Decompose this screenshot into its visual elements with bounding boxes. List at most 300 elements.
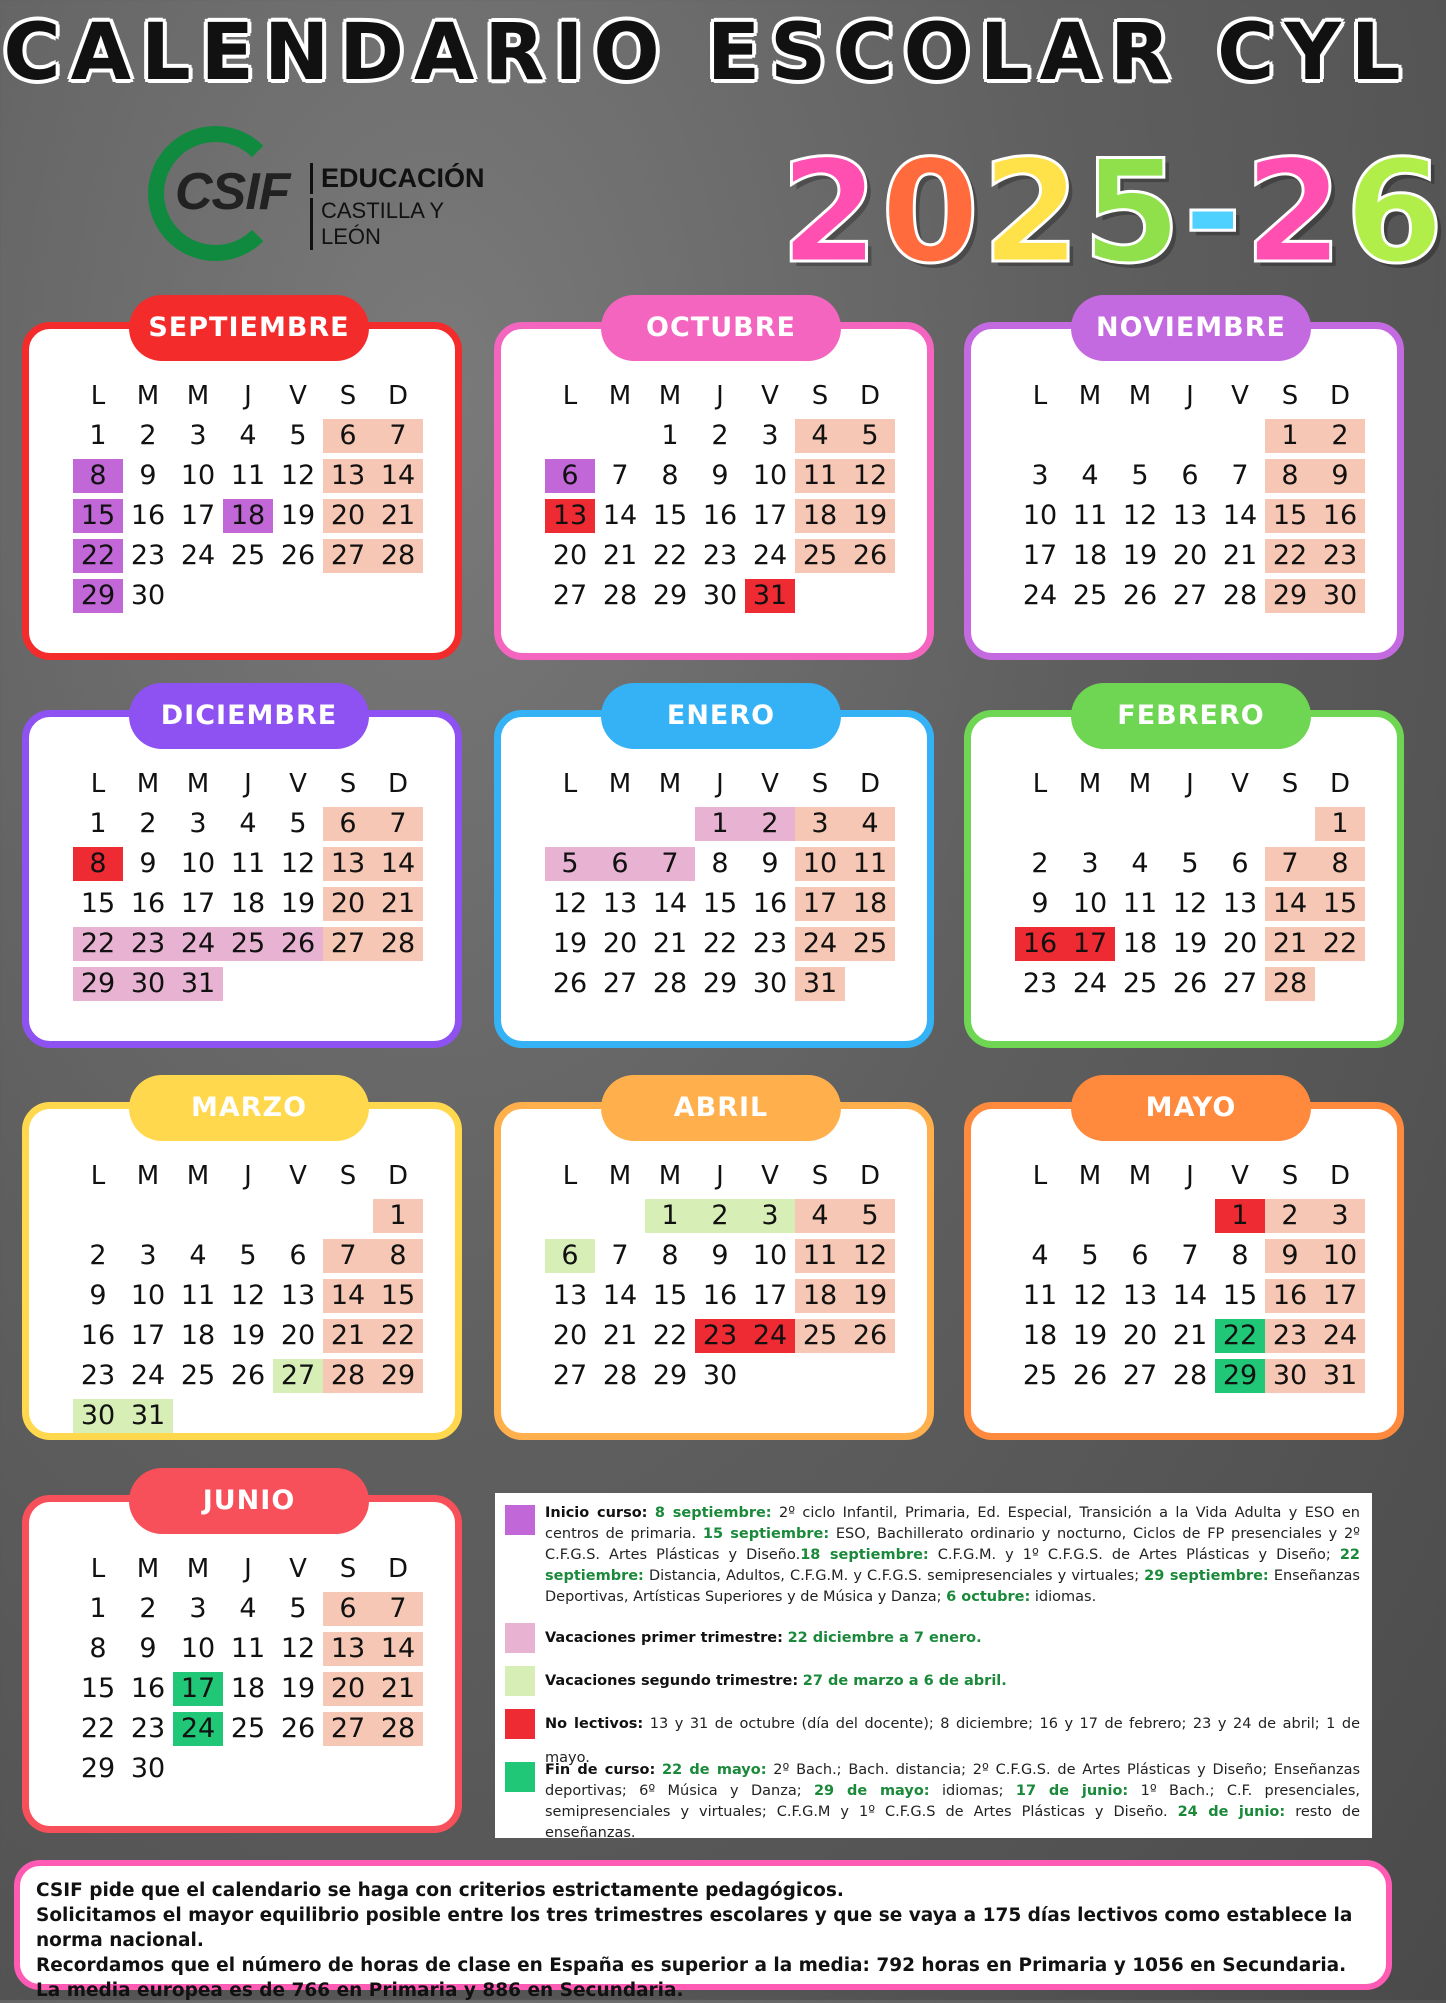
day-cell: 10 (1022, 500, 1058, 531)
weekday-header: V (289, 381, 307, 411)
weekday-header: V (289, 1161, 307, 1191)
day-cell: 13 (552, 1280, 588, 1311)
weekday-header: L (90, 1161, 106, 1191)
day-cell: 18 (230, 888, 266, 919)
day-cell: 27 (602, 968, 638, 999)
day-cell: 17 (130, 1320, 166, 1351)
legend-swatch-vac1 (505, 1623, 535, 1653)
day-cell: 11 (230, 848, 266, 879)
day-cell: 6 (1181, 460, 1199, 491)
day-cell: 2 (89, 1240, 107, 1271)
weekday-header: J (1186, 1161, 1194, 1191)
weekday-header: V (1231, 381, 1249, 411)
day-cell: 2 (1315, 419, 1365, 453)
month-title: SEPTIEMBRE (129, 295, 369, 361)
day-cell: 27 (552, 580, 588, 611)
day-cell: 13 (1222, 888, 1258, 919)
day-cell: 3 (761, 420, 779, 451)
logo-line2: CASTILLA Y LEÓN (310, 198, 500, 250)
day-cell: 31 (123, 1399, 173, 1433)
legend-date: 22 de mayo: (662, 1762, 767, 1778)
day-cell: 25 (795, 1319, 845, 1353)
day-cell: 22 (652, 1320, 688, 1351)
legend-text: 2º ciclo Infantil, Primaria, Ed. Especial, Transición a la Vida Adulta y ESO en centros de primaria. (545, 1505, 1360, 1542)
legend-text: idiomas; (929, 1783, 1016, 1799)
day-cell: 5 (845, 1199, 895, 1233)
day-cell: 11 (230, 1633, 266, 1664)
day-cell: 5 (845, 419, 895, 453)
month-title: NOVIEMBRE (1071, 295, 1311, 361)
day-cell: 22 (1265, 539, 1315, 573)
day-cell: 13 (323, 1632, 373, 1666)
legend-label: Vacaciones segundo trimestre: (545, 1673, 799, 1689)
legend-text: Distancia, Adultos, C.F.G.M. y C.F.G.S. semipresenciales y virtuales; (643, 1568, 1145, 1584)
weekday-header: D (1329, 381, 1351, 411)
weekday-header: J (244, 769, 252, 799)
day-cell: 14 (1222, 500, 1258, 531)
legend-text: ESO, Bachillerato ordinario y nocturno, Ciclos de FP presenciales y 2º C.F.G.S. Artes Plásticas y Diseño. (545, 1526, 1360, 1563)
legend-label: Vacaciones primer trimestre: (545, 1630, 783, 1646)
day-cell: 26 (280, 540, 316, 571)
weekday-header: M (136, 1161, 160, 1191)
day-cell: 28 (652, 968, 688, 999)
year-char: 2 (1244, 130, 1345, 295)
weekday-header: M (1128, 769, 1152, 799)
day-cell: 26 (1072, 1360, 1108, 1391)
day-cell: 25 (1022, 1360, 1058, 1391)
legend-date: 18 septiembre: (800, 1547, 929, 1563)
day-cell: 8 (89, 1633, 107, 1664)
day-cell: 15 (1222, 1280, 1258, 1311)
day-cell: 6 (595, 847, 645, 881)
weekday-header: M (136, 381, 160, 411)
legend-date: 15 septiembre: (702, 1526, 830, 1542)
day-cell: 3 (795, 807, 845, 841)
weekday-header: V (1231, 1161, 1249, 1191)
day-cell: 10 (795, 847, 845, 881)
day-cell: 24 (795, 927, 845, 961)
weekday-header: M (186, 381, 210, 411)
month-febrero (964, 700, 1404, 1048)
day-cell: 9 (139, 848, 157, 879)
day-cell: 16 (130, 500, 166, 531)
day-cell: 12 (845, 459, 895, 493)
weekday-header: J (1186, 769, 1194, 799)
weekday-header: S (811, 1161, 829, 1191)
day-cell: 6 (289, 1240, 307, 1271)
weekday-header: J (244, 1554, 252, 1584)
day-cell: 11 (1122, 888, 1158, 919)
year-char: - (1183, 130, 1245, 295)
day-cell: 4 (1081, 460, 1099, 491)
day-cell: 11 (845, 847, 895, 881)
day-cell: 30 (702, 580, 738, 611)
day-cell: 15 (652, 1280, 688, 1311)
weekday-header: M (1078, 381, 1102, 411)
weekday-header: M (1078, 769, 1102, 799)
weekday-header: D (859, 381, 881, 411)
day-cell: 29 (1215, 1359, 1265, 1393)
day-cell: 29 (80, 1753, 116, 1784)
day-cell: 15 (652, 500, 688, 531)
day-cell: 21 (1265, 927, 1315, 961)
school-year (780, 130, 1446, 295)
weekday-header: S (339, 1554, 357, 1584)
day-cell: 6 (545, 1239, 595, 1273)
day-cell: 2 (1031, 848, 1049, 879)
day-cell: 15 (80, 888, 116, 919)
day-cell: 15 (702, 888, 738, 919)
day-cell: 8 (1265, 459, 1315, 493)
day-cell: 13 (1172, 500, 1208, 531)
day-cell: 22 (702, 928, 738, 959)
day-cell: 5 (289, 420, 307, 451)
day-cell: 8 (661, 460, 679, 491)
day-cell: 14 (373, 847, 423, 881)
day-cell: 26 (230, 1360, 266, 1391)
day-cell: 24 (1072, 968, 1108, 999)
day-cell: 24 (130, 1360, 166, 1391)
day-cell: 5 (239, 1240, 257, 1271)
day-cell: 1 (695, 807, 745, 841)
day-cell: 17 (752, 500, 788, 531)
day-cell: 6 (1231, 848, 1249, 879)
legend-date: 22 diciembre a 7 enero. (787, 1630, 982, 1646)
day-cell: 28 (1222, 580, 1258, 611)
day-cell: 15 (80, 1673, 116, 1704)
legend-text: resto de enseñanzas. (545, 1804, 1360, 1841)
day-cell: 20 (323, 1672, 373, 1706)
weekday-header: J (716, 769, 724, 799)
day-cell: 24 (173, 927, 223, 961)
day-cell: 16 (1265, 1279, 1315, 1313)
month-octubre (494, 312, 934, 660)
day-cell: 1 (89, 1593, 107, 1624)
day-cell: 25 (223, 927, 273, 961)
day-cell: 14 (602, 500, 638, 531)
legend-text: idiomas. (1030, 1589, 1097, 1605)
day-cell: 5 (1131, 460, 1149, 491)
day-cell: 4 (1031, 1240, 1049, 1271)
footer-line: Recordamos que el número de horas de clase en España es superior a la media: 792 horas en Primaria y 1056 en Secundaria. La media europea es de 766 en Primaria y 886 en Secundaria. (36, 1955, 1347, 2001)
day-cell: 29 (652, 1360, 688, 1391)
day-cell: 1 (373, 1199, 423, 1233)
weekday-header: L (1032, 769, 1048, 799)
day-cell: 20 (602, 928, 638, 959)
day-cell: 24 (752, 540, 788, 571)
legend-swatch-vac2 (505, 1666, 535, 1696)
day-cell: 31 (1315, 1359, 1365, 1393)
day-cell: 14 (323, 1279, 373, 1313)
day-cell: 16 (702, 1280, 738, 1311)
day-cell: 7 (1231, 460, 1249, 491)
weekday-header: D (1329, 1161, 1351, 1191)
day-cell: 22 (1315, 927, 1365, 961)
weekday-header: M (608, 1161, 632, 1191)
weekday-header: L (1032, 1161, 1048, 1191)
year-char: 0 (880, 130, 982, 295)
legend (495, 1493, 1372, 1841)
day-cell: 2 (695, 1199, 745, 1233)
day-cell: 16 (1015, 927, 1065, 961)
day-cell: 26 (1122, 580, 1158, 611)
day-cell: 28 (602, 1360, 638, 1391)
day-cell: 30 (752, 968, 788, 999)
logo-brand: CSIF (175, 163, 290, 221)
day-cell: 12 (280, 1633, 316, 1664)
legend-swatch-nolectivo (505, 1709, 535, 1739)
day-cell: 26 (552, 968, 588, 999)
day-cell: 3 (189, 1593, 207, 1624)
day-cell: 18 (845, 887, 895, 921)
day-cell: 1 (1315, 807, 1365, 841)
day-cell: 17 (1022, 540, 1058, 571)
day-cell: 25 (845, 927, 895, 961)
day-cell: 6 (323, 419, 373, 453)
weekday-header: M (136, 769, 160, 799)
day-cell: 18 (795, 1279, 845, 1313)
day-cell: 23 (1022, 968, 1058, 999)
weekday-header: S (811, 381, 829, 411)
day-cell: 12 (552, 888, 588, 919)
day-cell: 15 (373, 1279, 423, 1313)
weekday-header: M (658, 381, 682, 411)
month-marzo (22, 1092, 462, 1440)
weekday-header: L (90, 769, 106, 799)
csif-logo (140, 118, 500, 268)
footer-note (14, 1860, 1392, 2001)
day-cell: 9 (711, 460, 729, 491)
weekday-header: M (186, 1161, 210, 1191)
day-cell: 22 (80, 1713, 116, 1744)
month-title: FEBRERO (1071, 683, 1311, 749)
weekday-header: M (658, 769, 682, 799)
day-cell: 11 (795, 459, 845, 493)
legend-item-vac2 (505, 1664, 1360, 1698)
day-cell: 28 (373, 539, 423, 573)
legend-text: C.F.G.M. y 1º C.F.G.S. de Artes Plásticas y Diseño; (928, 1547, 1340, 1563)
day-cell: 10 (1072, 888, 1108, 919)
legend-item-vac1 (505, 1621, 1360, 1655)
day-cell: 3 (139, 1240, 157, 1271)
legend-date: 6 octubre: (946, 1589, 1031, 1605)
weekday-header: M (186, 769, 210, 799)
day-cell: 23 (1265, 1319, 1315, 1353)
day-cell: 24 (1315, 1319, 1365, 1353)
day-cell: 13 (323, 459, 373, 493)
day-cell: 2 (745, 807, 795, 841)
day-cell: 30 (702, 1360, 738, 1391)
legend-label: No lectivos: (545, 1716, 644, 1732)
weekday-header: L (90, 1554, 106, 1584)
day-cell: 20 (1122, 1320, 1158, 1351)
legend-swatch-inicio (505, 1505, 535, 1535)
day-cell: 7 (611, 460, 629, 491)
day-cell: 24 (1022, 580, 1058, 611)
year-char: 5 (1082, 130, 1184, 295)
weekday-header: J (716, 1161, 724, 1191)
day-cell: 11 (230, 460, 266, 491)
day-cell: 31 (745, 579, 795, 613)
month-title: OCTUBRE (601, 295, 841, 361)
day-cell: 20 (1222, 928, 1258, 959)
day-cell: 27 (1222, 968, 1258, 999)
day-cell: 2 (1265, 1199, 1315, 1233)
day-cell: 30 (130, 1753, 166, 1784)
weekday-header: L (562, 1161, 578, 1191)
day-cell: 11 (1022, 1280, 1058, 1311)
month-title: JUNIO (129, 1468, 369, 1534)
day-cell: 26 (1172, 968, 1208, 999)
day-cell: 18 (230, 1673, 266, 1704)
day-cell: 12 (280, 460, 316, 491)
day-cell: 7 (373, 807, 423, 841)
legend-date: 29 de mayo: (813, 1783, 930, 1799)
day-cell: 12 (1122, 500, 1158, 531)
day-cell: 9 (1265, 1239, 1315, 1273)
legend-text: 1º Bach.; C.F. presenciales, semipresenciales y virtuales; C.F.G.M y 1º C.F.G.S de Artes Plásticas y Diseño. (545, 1783, 1360, 1820)
day-cell: 28 (323, 1359, 373, 1393)
day-cell: 19 (230, 1320, 266, 1351)
day-cell: 3 (745, 1199, 795, 1233)
day-cell: 8 (73, 847, 123, 881)
day-cell: 17 (752, 1280, 788, 1311)
day-cell: 14 (373, 1632, 423, 1666)
legend-date: 29 septiembre: (1144, 1568, 1269, 1584)
day-cell: 9 (711, 1240, 729, 1271)
day-cell: 20 (552, 540, 588, 571)
day-cell: 17 (173, 1672, 223, 1706)
weekday-header: V (289, 769, 307, 799)
month-diciembre (22, 700, 462, 1048)
day-cell: 18 (795, 499, 845, 533)
day-cell: 9 (139, 1633, 157, 1664)
day-cell: 16 (702, 500, 738, 531)
day-cell: 21 (373, 1672, 423, 1706)
day-cell: 17 (180, 500, 216, 531)
day-cell: 7 (323, 1239, 373, 1273)
day-cell: 31 (173, 967, 223, 1001)
day-cell: 1 (1215, 1199, 1265, 1233)
day-cell: 26 (845, 1319, 895, 1353)
weekday-header: M (136, 1554, 160, 1584)
weekday-header: V (761, 769, 779, 799)
weekday-header: J (244, 381, 252, 411)
day-cell: 2 (711, 420, 729, 451)
month-title: ENERO (601, 683, 841, 749)
day-cell: 29 (702, 968, 738, 999)
day-cell: 19 (280, 500, 316, 531)
day-cell: 8 (661, 1240, 679, 1271)
day-cell: 6 (323, 1592, 373, 1626)
day-cell: 9 (761, 848, 779, 879)
weekday-header: D (387, 769, 409, 799)
month-title: ABRIL (601, 1075, 841, 1141)
day-cell: 12 (280, 848, 316, 879)
day-cell: 28 (373, 1712, 423, 1746)
weekday-header: D (1329, 769, 1351, 799)
day-cell: 9 (1031, 888, 1049, 919)
day-cell: 22 (1215, 1319, 1265, 1353)
day-cell: 18 (1122, 928, 1158, 959)
day-cell: 27 (323, 539, 373, 573)
weekday-header: J (244, 1161, 252, 1191)
weekday-header: D (387, 381, 409, 411)
day-cell: 14 (1172, 1280, 1208, 1311)
day-cell: 30 (123, 967, 173, 1001)
weekday-header: J (716, 381, 724, 411)
month-title: MAYO (1071, 1075, 1311, 1141)
day-cell: 2 (139, 1593, 157, 1624)
legend-date: 8 septiembre: (654, 1505, 772, 1521)
weekday-header: M (1128, 381, 1152, 411)
day-cell: 17 (1315, 1279, 1365, 1313)
logo-line1: EDUCACIÓN (310, 163, 485, 194)
day-cell: 25 (1072, 580, 1108, 611)
day-cell: 4 (239, 1593, 257, 1624)
day-cell: 7 (373, 1592, 423, 1626)
day-cell: 10 (180, 460, 216, 491)
day-cell: 10 (180, 1633, 216, 1664)
day-cell: 27 (323, 927, 373, 961)
day-cell: 14 (373, 459, 423, 493)
day-cell: 29 (373, 1359, 423, 1393)
legend-date: 17 de junio: (1015, 1783, 1129, 1799)
legend-item-inicio (505, 1503, 1360, 1608)
year-char: 6 (1345, 130, 1446, 295)
day-cell: 7 (1181, 1240, 1199, 1271)
day-cell: 12 (1072, 1280, 1108, 1311)
day-cell: 27 (323, 1712, 373, 1746)
month-mayo (964, 1092, 1404, 1440)
day-cell: 15 (1315, 887, 1365, 921)
day-cell: 10 (180, 848, 216, 879)
day-cell: 8 (1231, 1240, 1249, 1271)
day-cell: 23 (695, 1319, 745, 1353)
day-cell: 19 (1172, 928, 1208, 959)
day-cell: 16 (130, 888, 166, 919)
weekday-header: L (90, 381, 106, 411)
day-cell: 19 (552, 928, 588, 959)
day-cell: 4 (1131, 848, 1149, 879)
day-cell: 25 (180, 1360, 216, 1391)
footer-line: CSIF pide que el calendario se haga con criterios estrictamente pedagógicos. (36, 1880, 844, 1901)
day-cell: 3 (1315, 1199, 1365, 1233)
day-cell: 17 (795, 887, 845, 921)
legend-label: Fin de curso: (545, 1762, 656, 1778)
weekday-header: V (289, 1554, 307, 1584)
day-cell: 7 (1265, 847, 1315, 881)
month-septiembre (22, 312, 462, 660)
day-cell: 15 (73, 499, 123, 533)
day-cell: 1 (645, 1199, 695, 1233)
weekday-header: V (1231, 769, 1249, 799)
day-cell: 27 (273, 1359, 323, 1393)
month-enero (494, 700, 934, 1048)
day-cell: 8 (711, 848, 729, 879)
day-cell: 4 (795, 1199, 845, 1233)
day-cell: 23 (1315, 539, 1365, 573)
day-cell: 1 (1265, 419, 1315, 453)
day-cell: 26 (280, 1713, 316, 1744)
weekday-header: S (1281, 381, 1299, 411)
day-cell: 6 (1131, 1240, 1149, 1271)
day-cell: 13 (602, 888, 638, 919)
day-cell: 5 (289, 808, 307, 839)
day-cell: 23 (702, 540, 738, 571)
day-cell: 6 (545, 459, 595, 493)
day-cell: 19 (845, 1279, 895, 1313)
